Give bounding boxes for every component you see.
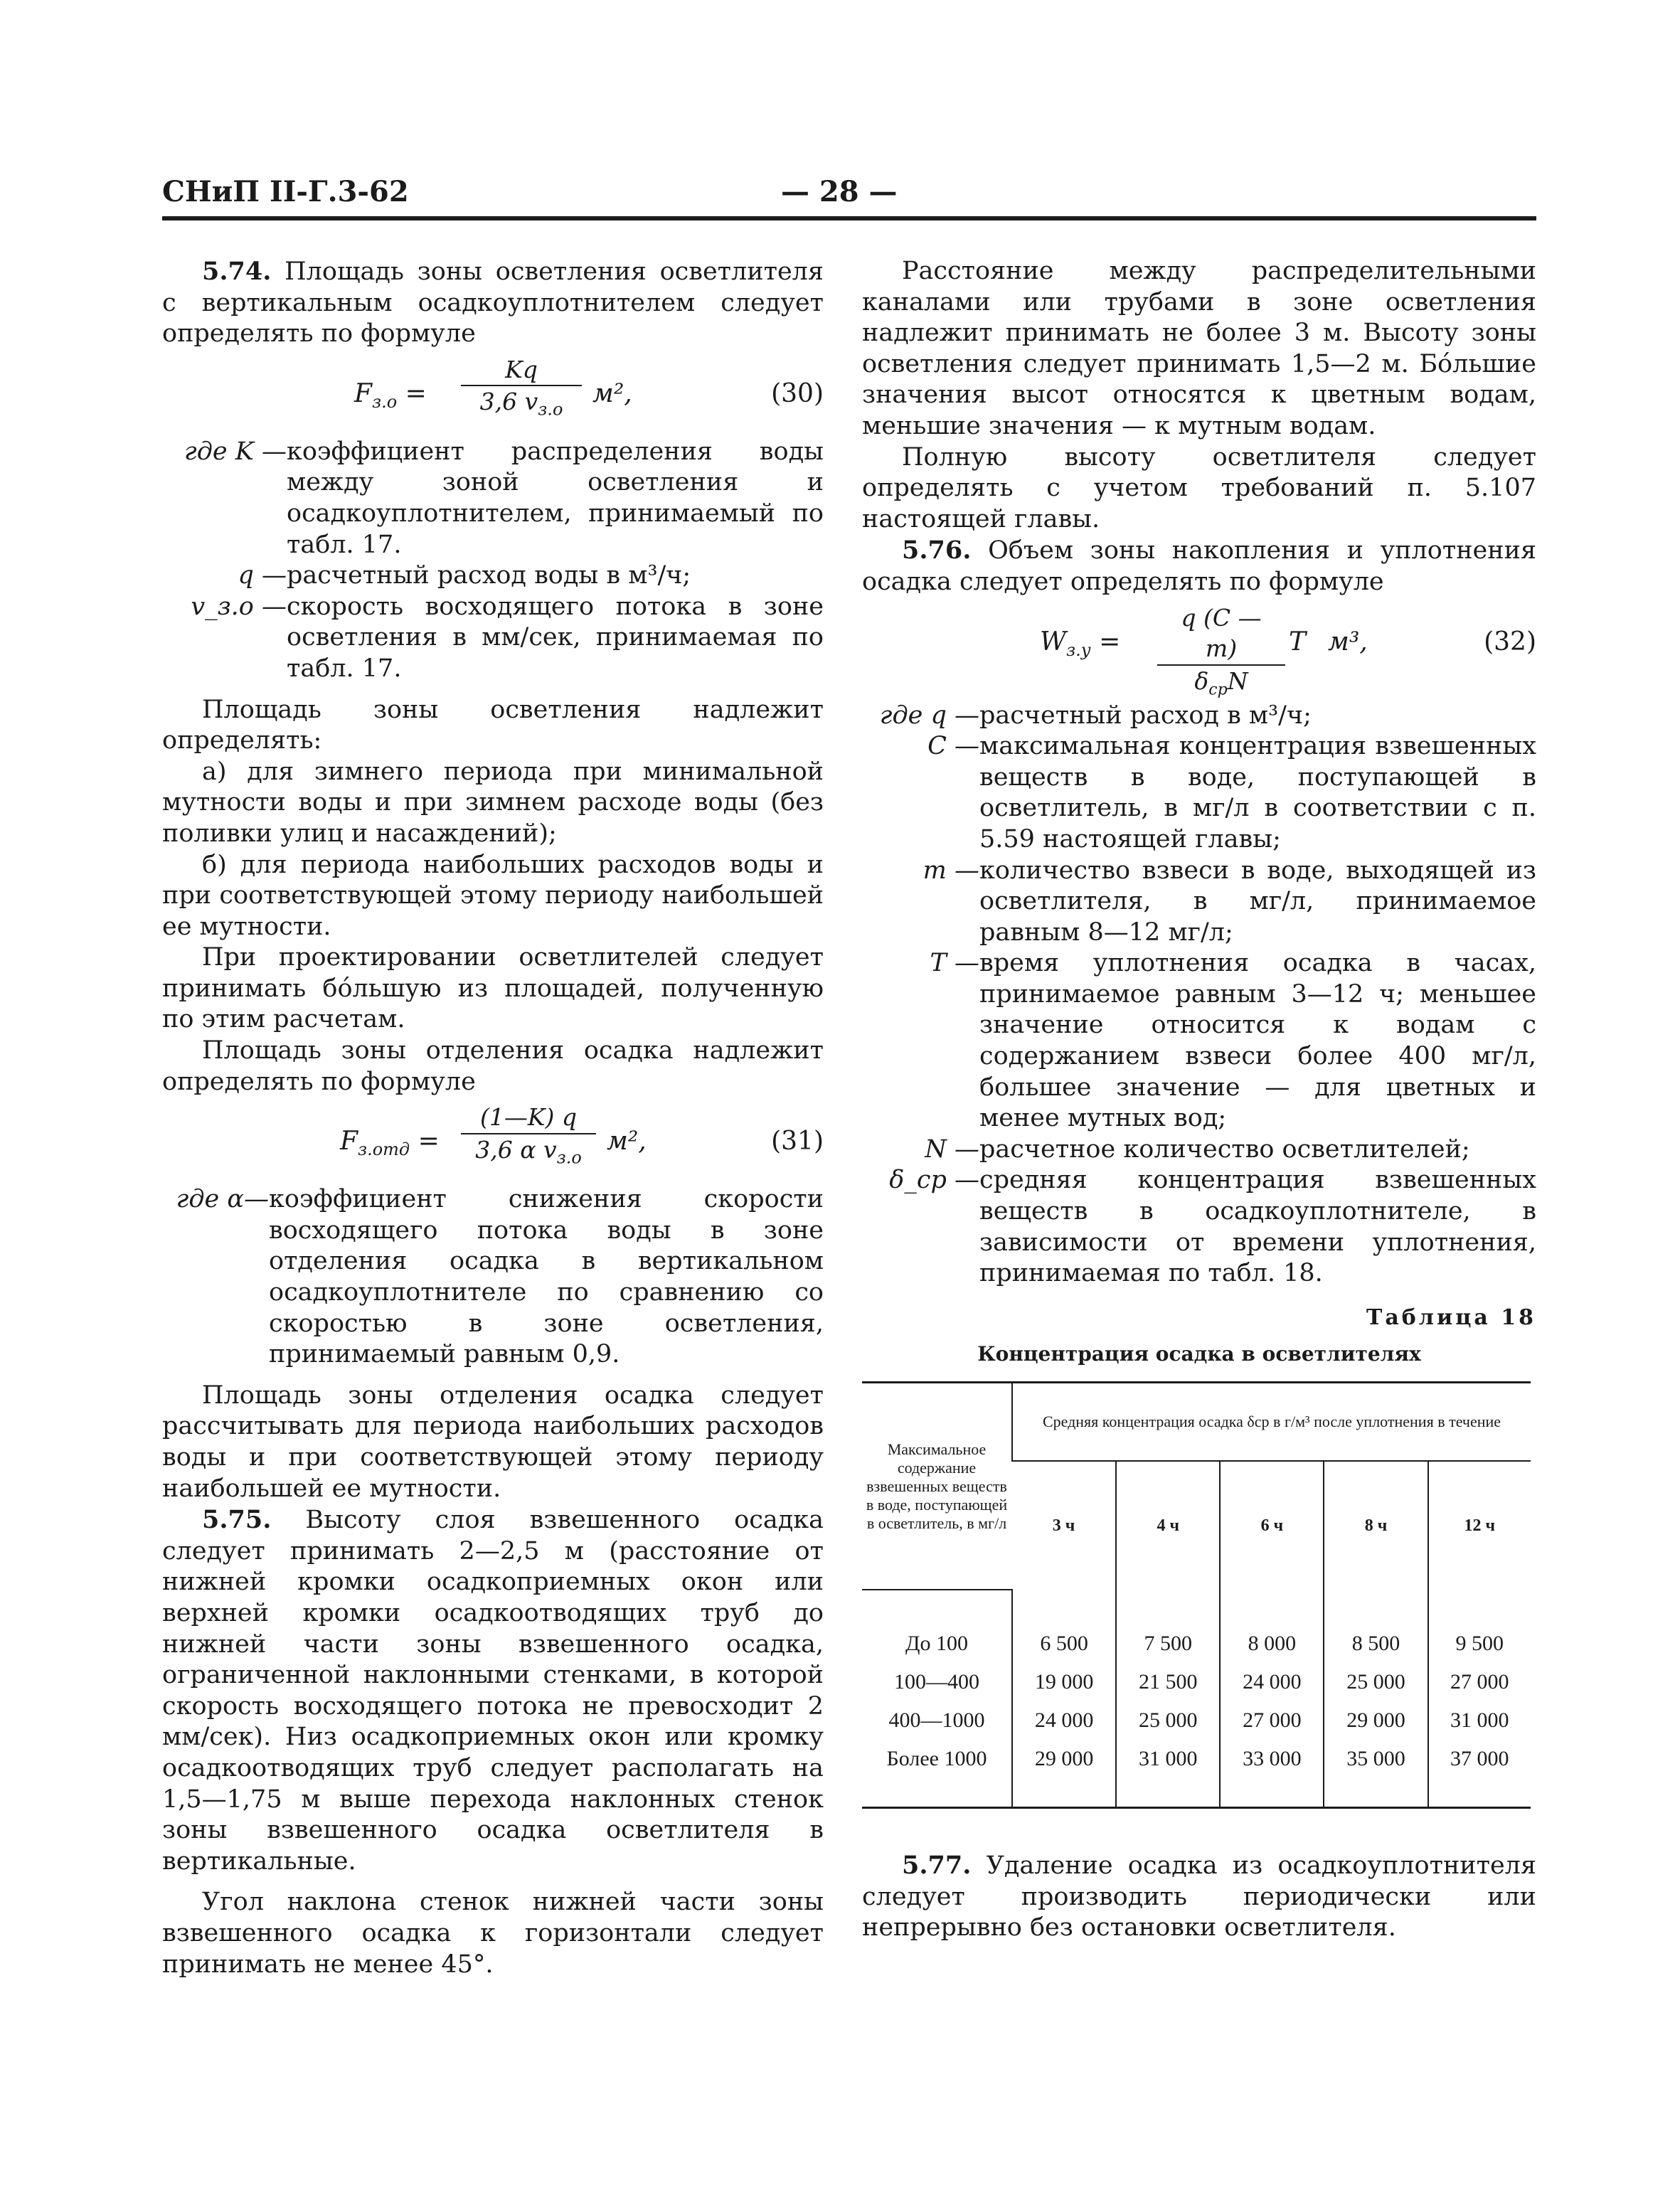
definition-item: где q — расчетный расход в м³/ч; (879, 701, 1312, 730)
definitions-32 (862, 701, 1536, 1290)
document-code: СНиП II-Г.3-62 (162, 175, 409, 208)
definition-item: v_з.о — скорость восходящего потока в зоне осветления в мм/сек, принимаемая по табл. 17. (191, 592, 824, 683)
table-cell: 35 000 (1324, 1740, 1428, 1808)
table-col-header: 4 ч (1116, 1461, 1220, 1590)
table-row (862, 1740, 1531, 1808)
table-cell: 7 500 (1116, 1590, 1220, 1663)
definition-item: m — количество взвеси в воде, выходящей из осветлителя, в мг/л, принимаемое равным 8—12 мг/л; (923, 856, 1536, 947)
table-cell: 29 000 (1324, 1701, 1428, 1740)
table-cell: 400—1000 (888, 1708, 985, 1733)
paragraph-5-75 (162, 1504, 824, 1877)
table-cell: 31 000 (1428, 1701, 1531, 1740)
table-col-header: 12 ч (1428, 1461, 1531, 1590)
header-rule (162, 216, 1536, 220)
table-cell: 8 500 (1324, 1590, 1428, 1663)
table-col-header: 6 ч (1220, 1461, 1324, 1590)
formula-unit: м³, (1328, 627, 1368, 656)
paragraph-text: Площадь зоны осветления осветлителя с вертикальным осадкоуплотнителем следует определять по формуле (162, 257, 824, 349)
definitions-30 (162, 437, 824, 685)
formula-unit: м², (592, 378, 632, 408)
table-cell: 6 500 (1012, 1590, 1116, 1663)
formula-32 (862, 602, 1536, 699)
definition-item: где K — коэффициент распределения воды между зоной осветления и осадкоуплотнителем, принимаемый по табл. 17. (184, 437, 824, 559)
table-caption: Таблица 18 (1366, 1304, 1536, 1330)
paragraph-area-intro: Площадь зоны осветления надлежит определять: (162, 695, 824, 755)
paragraph-5-77 (862, 1850, 1536, 1944)
table-cell: 31 000 (1116, 1740, 1220, 1808)
table-group-header: Средняя концентрация осадка δср в г/м³ после уплотнения в течение (1012, 1383, 1531, 1462)
table-cell: 8 000 (1220, 1590, 1324, 1663)
table-cell: До 100 (905, 1632, 968, 1656)
definition-item: q — расчетный расход воды в м³/ч; (238, 561, 691, 590)
table-cell: 19 000 (1012, 1663, 1116, 1701)
formula-fraction: Kq 3,6 $v_{з.о}$ (461, 354, 582, 426)
table-cell: 37 000 (1428, 1740, 1531, 1808)
definition-item: C — максимальная концентрация взвешенных веществ в воде, поступающей в осветлитель, в мг/л в соответствии с п. 5.59 настоящей главы; (927, 732, 1536, 854)
section-number: 5.76. (902, 536, 972, 565)
section-number: 5.75. (202, 1505, 272, 1535)
table-col-header: 8 ч (1324, 1461, 1428, 1590)
table-cell: 27 000 (1428, 1663, 1531, 1701)
table-row (862, 1663, 1531, 1701)
formula-31 (162, 1102, 824, 1180)
table-cell: 24 000 (1012, 1701, 1116, 1740)
table-cell: 25 000 (1116, 1701, 1220, 1740)
table-cell: 24 000 (1220, 1663, 1324, 1701)
table-title: Концентрация осадка в осветлителях (977, 1342, 1421, 1366)
paragraph-5-74 (162, 256, 824, 350)
right-column (862, 256, 1536, 1944)
table-cell: 33 000 (1220, 1740, 1324, 1808)
paragraph-design: При проектировании осветлителей следует принимать бо́льшую из площадей, полученную по этим расчетам. (162, 943, 824, 1034)
table-col-header: 3 ч (1052, 1516, 1075, 1535)
formula-unit: м², (607, 1127, 647, 1157)
definition-item: T — время уплотнения осадка в часах, принимаемое равным 3—12 ч; меньшее значение относится к водам с содержанием взвеси более 400 мг/л, большее значение — для цветных и менее мутных вод; (930, 949, 1536, 1133)
formula-fraction: (1—K) q 3,6 α $v_{з.о}$ (461, 1102, 596, 1174)
formula-lhs: $F_{з.отд}$ = (340, 1127, 440, 1160)
table-row (862, 1590, 1531, 1663)
definition-item: N — расчетное количество осветлителей; (925, 1134, 1470, 1164)
paragraph-separation-calc: Площадь зоны отделения осадка следует рассчитывать для периода наибольших расходов воды и при соответствующей этому периоду наибольшей ее мутности. (162, 1381, 824, 1503)
formula-multiplier: T (1289, 627, 1307, 656)
paragraph-text: Удаление осадка из осадкоуплотнителя следует производить периодически или непрерывно без остановки осветлителя. (862, 1851, 1536, 1942)
paragraph-full-height: Полную высоту осветлителя следует определять с учетом требований п. 5.107 настоящей главы. (862, 442, 1536, 533)
paragraph-item-a: а) для зимнего периода при минимальной мутности воды и при зимнем расходе воды (без поливки улиц и насаждений); (162, 757, 824, 848)
table-cell: 9 500 (1428, 1590, 1531, 1663)
equation-number: (32) (1484, 627, 1536, 656)
table-cell: 29 000 (1012, 1740, 1116, 1808)
paragraph-text: Объем зоны накопления и уплотнения осадка следует определять по формуле (862, 536, 1536, 596)
paragraph-angle: Угол наклона стенок нижней части зоны взвешенного осадка к горизонтали следует принимать не менее 45°. (162, 1888, 824, 1979)
section-number: 5.77. (902, 1851, 972, 1880)
table-cell: 21 500 (1116, 1663, 1220, 1701)
table-cell: Более 1000 (886, 1747, 987, 1771)
formula-30 (162, 354, 824, 432)
formula-fraction: q (C — m) $\delta_{ср}N$ (1157, 602, 1285, 706)
table-cell: 25 000 (1324, 1663, 1428, 1701)
table-row-header: Максимальное содержание взвешенных веществ в воде, поступающей в осветлитель, в мг/л (862, 1383, 1012, 1590)
definition-item: где α— коэффициент снижения скорости восходящего потока воды в зоне отделения осадка в вертикальном осадкоуплотнителе по сравнению со скоростью в зоне осветления, принимаемый равным 0,9. (176, 1185, 824, 1369)
page-number: — 28 — (781, 175, 898, 208)
table-cell: 100—400 (894, 1670, 979, 1694)
table-cell: 27 000 (1220, 1701, 1324, 1740)
equation-number: (30) (771, 378, 824, 408)
paragraph-text: Высоту слоя взвешенного осадка следует принимать 2—2,5 м (расстояние от нижней кромки осадкоприемных окон или верхней кромки осадкоотводящих труб до нижней части зоны взвешенного осадка, ограниченной наклонными стенками, в которой скорость восходящего потока не превосходит 2 мм/сек). Низ осадкоприемных окон или кромку осадкоотводящих труб следует располагать на 1,5—1,75 м выше перехода наклонных стенок зоны взвешенного осадка осветлителя в вертикальные. (162, 1506, 824, 1876)
table-18 (862, 1381, 1531, 1809)
formula-lhs: $F_{з.о}$ = (354, 378, 427, 412)
paragraph-item-b: б) для периода наибольших расходов воды и при соответствующей этому периоду наибольшей ее мутности. (162, 850, 824, 941)
definitions-31 (162, 1184, 824, 1371)
section-number: 5.74. (202, 257, 272, 286)
equation-number: (31) (771, 1127, 824, 1157)
definition-item: δ_ср — средняя концентрация взвешенных веществ в осадкоуплотнителе, в зависимости от времени уплотнения, принимаемая по табл. 18. (889, 1166, 1536, 1288)
table-row (862, 1701, 1531, 1740)
paragraph-separation-intro: Площадь зоны отделения осадка надлежит определять по формуле (162, 1036, 824, 1096)
page-header (162, 165, 1536, 215)
paragraph-5-76 (862, 535, 1536, 597)
paragraph-distance: Расстояние между распределительными каналами или трубами в зоне осветления надлежит принимать не более 3 м. Высоту зоны осветления следует принимать 1,5—2 м. Бо́льшие значения высот относятся к цветным водам, меньшие значения — к мутным водам. (862, 257, 1536, 440)
formula-lhs: $W_{з.у}$ = (1040, 627, 1121, 660)
left-column (162, 256, 824, 1980)
